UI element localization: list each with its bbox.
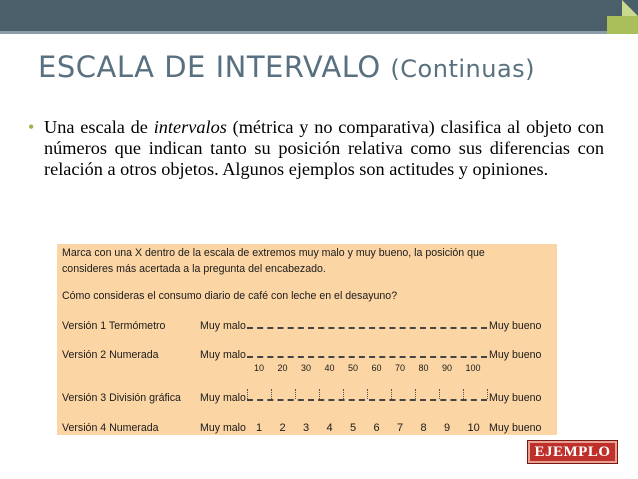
v4-number[interactable]: 4 (326, 422, 333, 434)
v2-number: 90 (442, 363, 453, 373)
v4-number[interactable]: 2 (279, 422, 286, 434)
slide-title (38, 50, 535, 84)
v3-tick (247, 389, 249, 399)
v2-number: 100 (465, 363, 481, 373)
v4-number[interactable]: 3 (303, 422, 310, 434)
v2-number: 50 (348, 363, 359, 373)
question-text: Cómo consideras el consumo diario de café con leche en el desayuno? (62, 290, 398, 302)
v1-high-label: Muy bueno (489, 320, 542, 332)
title-main: ESCALA DE INTERVALO (38, 50, 381, 84)
title-paren: (Continuas) (390, 55, 536, 83)
bullet-dot-icon: • (28, 117, 35, 137)
corner-decoration (607, 0, 638, 34)
bullet-part2: (métrica y no comparativa) clasifica al objeto con números que indican tanto su posición relativa como sus diferencias con relación a otros objetos. Algunos ejemplos son actitudes y opiniones. (44, 117, 604, 179)
v2-number: 10 (254, 363, 265, 373)
v2-number: 40 (324, 363, 335, 373)
v2-number: 60 (371, 363, 382, 373)
bullet-part1: Una escala de (44, 117, 148, 137)
v3-low-label: Muy malo (200, 392, 246, 404)
v4-high-label: Muy bueno (489, 422, 542, 434)
version-3-label: Versión 3 División gráfica (62, 392, 181, 404)
v4-low-label: Muy malo (200, 422, 246, 434)
v3-tick (343, 389, 345, 399)
v2-high-label: Muy bueno (489, 349, 542, 361)
v3-tick (295, 389, 297, 399)
v3-high-label: Muy bueno (489, 392, 542, 404)
v3-tick (391, 389, 393, 399)
v3-tick (439, 389, 441, 399)
v2-number: 20 (277, 363, 288, 373)
v4-number[interactable]: 6 (373, 422, 380, 434)
version-2-label: Versión 2 Numerada (62, 349, 159, 361)
v4-number[interactable]: 1 (256, 422, 263, 434)
v3-tick (415, 389, 417, 399)
v3-tick (463, 389, 465, 399)
v3-tick (367, 389, 369, 399)
v2-number: 30 (301, 363, 312, 373)
v2-scale-line[interactable] (247, 356, 487, 358)
version-1-label: Versión 1 Termómetro (62, 320, 166, 332)
top-bar (0, 0, 607, 34)
v3-tick (319, 389, 321, 399)
v3-scale-line[interactable] (247, 399, 487, 401)
v1-low-label: Muy malo (200, 320, 246, 332)
ejemplo-badge: EJEMPLO (527, 440, 618, 464)
v2-low-label: Muy malo (200, 349, 246, 361)
v4-number[interactable]: 5 (350, 422, 357, 434)
v4-number[interactable]: 10 (467, 422, 480, 434)
bullet-paragraph (28, 117, 604, 180)
v4-number[interactable]: 9 (444, 422, 451, 434)
instruction-line-2: consideres más acertada a la pregunta del encabezado. (62, 263, 326, 275)
v2-number: 70 (395, 363, 406, 373)
v2-number: 80 (418, 363, 429, 373)
bullet-italic: intervalos (153, 117, 227, 137)
v4-number[interactable]: 8 (420, 422, 427, 434)
example-box (57, 244, 557, 435)
corner-green (607, 16, 638, 34)
v3-tick (487, 389, 489, 399)
instruction-line-1: Marca con una X dentro de la escala de extremos muy malo y muy bueno, la posición que (62, 247, 485, 259)
corner-fold (622, 0, 638, 16)
version-4-label: Versión 4 Numerada (62, 422, 159, 434)
top-bar-accent (0, 31, 607, 34)
v3-tick (271, 389, 273, 399)
v1-scale-line[interactable] (247, 327, 487, 329)
v4-number[interactable]: 7 (397, 422, 404, 434)
